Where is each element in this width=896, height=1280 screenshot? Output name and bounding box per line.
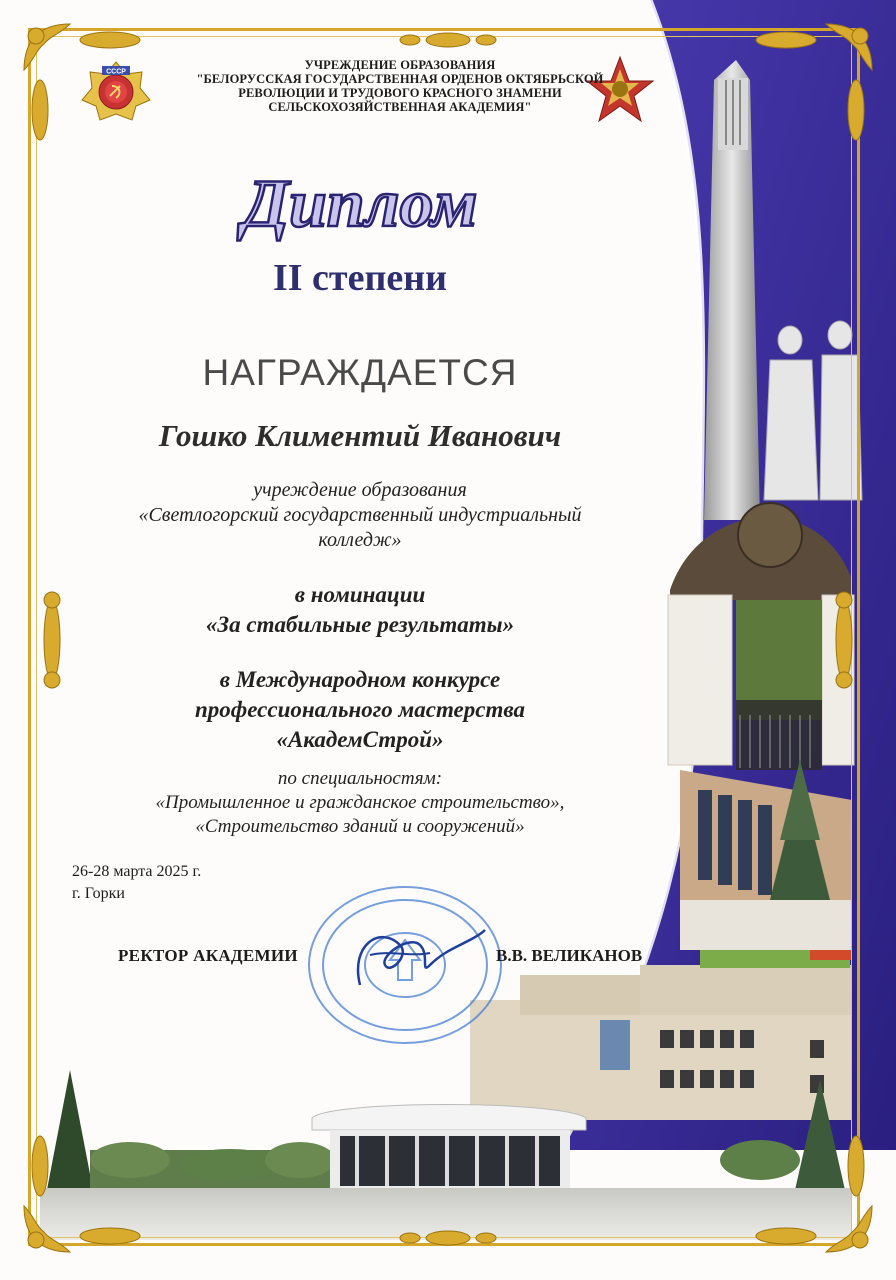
nomination-line-2: «За стабильные результаты» bbox=[205, 612, 515, 637]
header-line-2: "БЕЛОРУССКАЯ ГОСУДАРСТВЕННАЯ ОРДЕНОВ ОКТЯБРЬСКОЙ bbox=[196, 72, 604, 86]
awardee-name: Гошко Климентий Иванович bbox=[158, 418, 562, 453]
corner-ornament-bl-icon bbox=[24, 1136, 140, 1252]
contest-line-3: «АкадемСтрой» bbox=[276, 727, 444, 752]
contest-block bbox=[90, 665, 630, 755]
specialty-1: «Промышленное и гражданское строительство», bbox=[155, 792, 565, 813]
diploma-title bbox=[200, 160, 520, 250]
contest-line-2: профессионального мастерства bbox=[195, 697, 525, 722]
event-city: г. Горки bbox=[72, 885, 125, 902]
nomination-block bbox=[100, 580, 620, 640]
contest-line-1: в Международном конкурсе bbox=[219, 667, 501, 692]
edge-ornament-bottom-icon bbox=[400, 1231, 496, 1245]
rector-signature-icon bbox=[340, 915, 490, 1005]
awarded-heading: НАГРАЖДАЕТСЯ bbox=[202, 352, 518, 393]
corner-ornament-br-icon bbox=[756, 1136, 872, 1252]
institution-line-1: учреждение образования bbox=[253, 479, 467, 501]
rector-name: В.В. ВЕЛИКАНОВ bbox=[496, 946, 643, 965]
edge-ornament-right-icon bbox=[836, 592, 852, 688]
rector-title: РЕКТОР АКАДЕМИИ bbox=[118, 946, 298, 965]
specialties-intro: по специальностям: bbox=[277, 768, 443, 789]
edge-ornament-top-icon bbox=[400, 33, 496, 47]
emblem-label: СССР bbox=[106, 68, 126, 76]
institution-line-2: «Светлогорский государственный индустриальный bbox=[138, 504, 582, 526]
header-line-1: УЧРЕЖДЕНИЕ ОБРАЗОВАНИЯ bbox=[304, 58, 496, 72]
institution-line-3: колледж» bbox=[318, 529, 402, 551]
specialties-block bbox=[60, 767, 660, 839]
specialty-2: «Строительство зданий и сооружений» bbox=[195, 816, 525, 837]
corner-ornament-tr-icon bbox=[756, 24, 872, 140]
header-line-4: СЕЛЬСКОХОЗЯЙСТВЕННАЯ АКАДЕМИЯ" bbox=[268, 100, 532, 114]
institution-header bbox=[150, 58, 650, 114]
nomination-line-1: в номинации bbox=[294, 582, 426, 607]
header-line-3: РЕВОЛЮЦИИ И ТРУДОВОГО КРАСНОГО ЗНАМЕНИ bbox=[238, 86, 562, 100]
event-dates: 26-28 марта 2025 г. bbox=[72, 863, 202, 880]
awardee-institution bbox=[60, 478, 660, 553]
order-badge-icon bbox=[80, 60, 152, 122]
diploma-degree: II степени bbox=[272, 257, 448, 299]
edge-ornament-left-icon bbox=[44, 592, 60, 688]
diploma-title-text: Диплом bbox=[242, 165, 478, 241]
event-date-location bbox=[72, 861, 201, 905]
